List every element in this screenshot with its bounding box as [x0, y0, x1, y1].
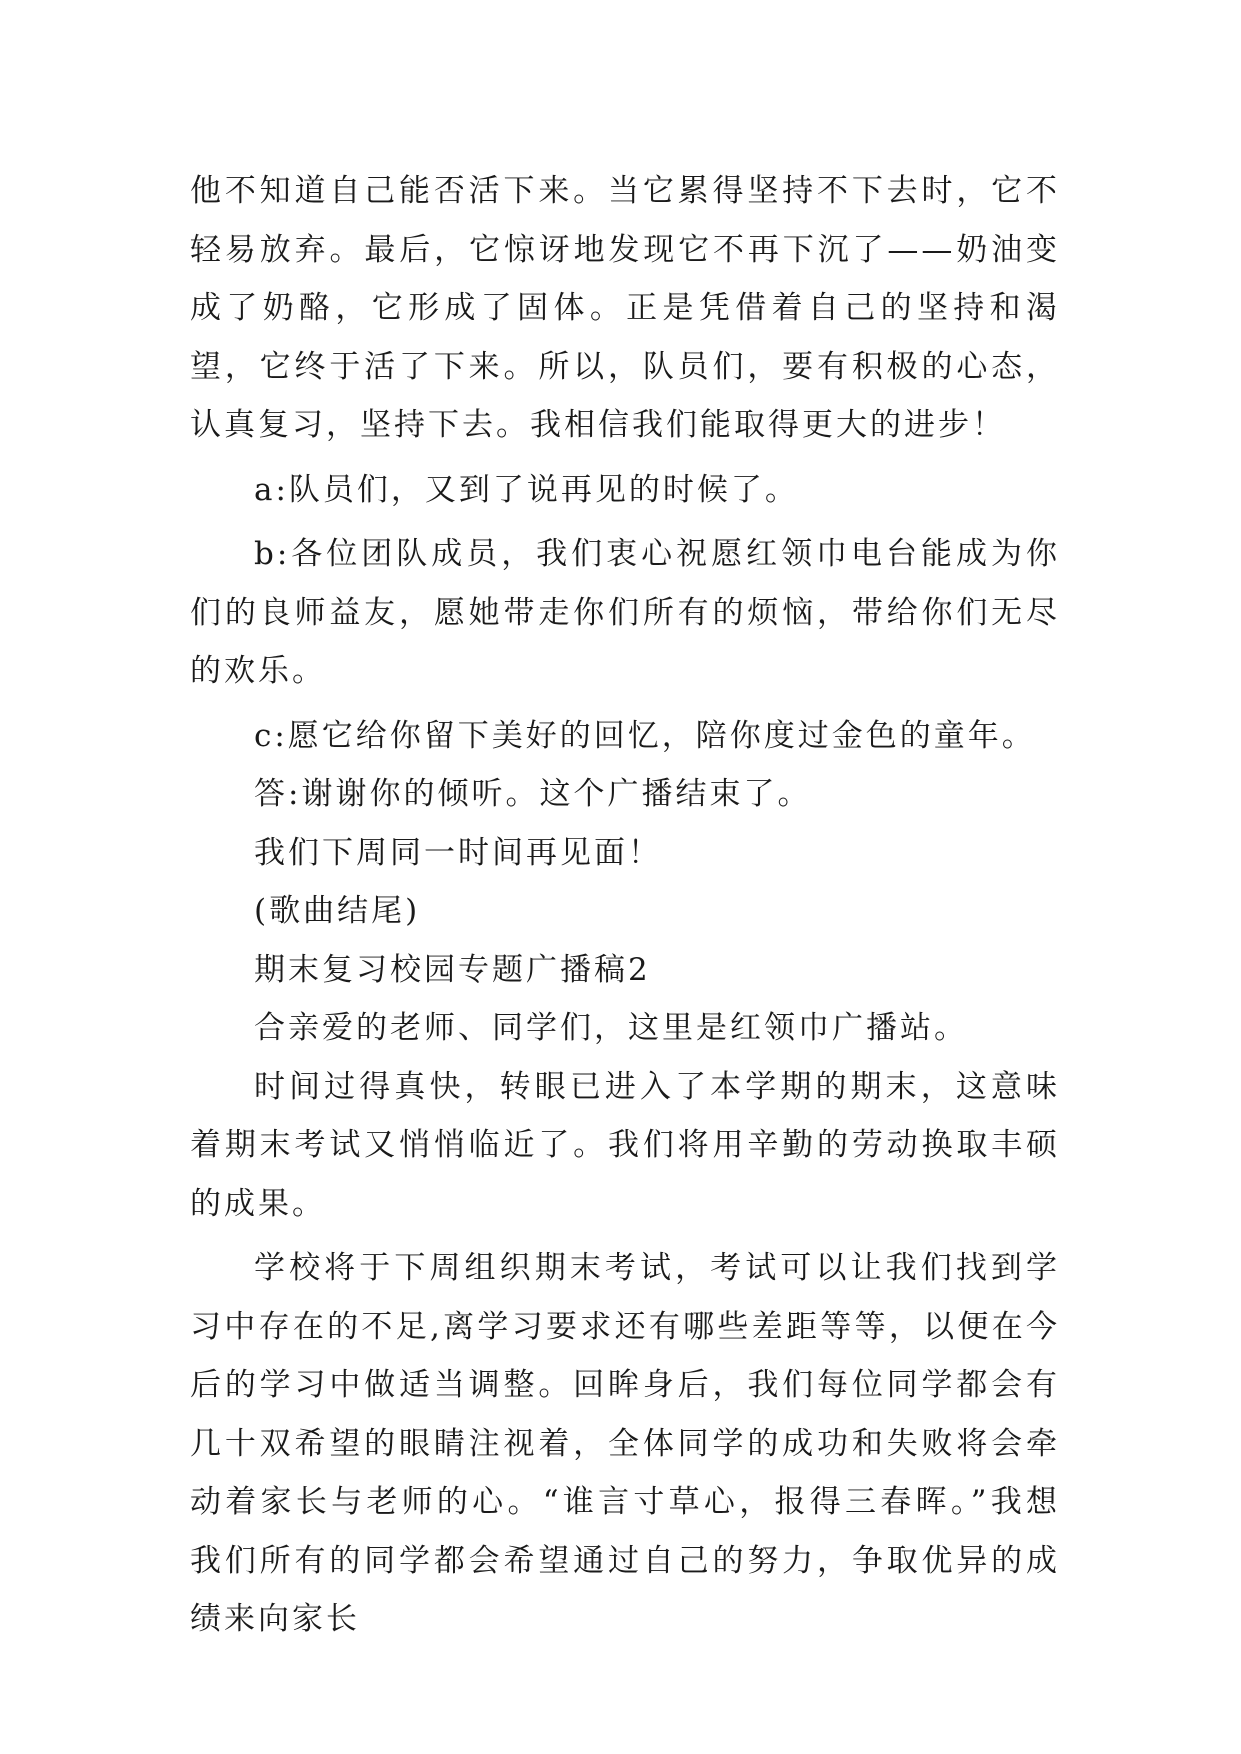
paragraph-5: 答:谢谢你的倾听。这个广播结束了。 [254, 776, 812, 812]
document-body [190, 162, 1060, 1649]
paragraph-10: 时间过得真快，转眼已进入了本学期的期末，这意味着期末考试又悄悄临近了。我们将用辛勤的劳动换取丰硕的成果。 [190, 1068, 1060, 1222]
paragraph-1: 他不知道自己能否活下来。当它累得坚持不下去时，它不轻易放弃。最后，它惊讶地发现它不再下沉了——奶油变成了奶酪，它形成了固体。正是凭借着自己的坚持和渴望，它终于活了下来。所以，队员们，要有积极的心态，认真复习，坚持下去。我相信我们能取得更大的进步！ [190, 173, 1060, 443]
section-heading: 期末复习校园专题广播稿2 [254, 951, 651, 988]
paragraph-9: 合亲爱的老师、同学们，这里是红领巾广播站。 [254, 1010, 968, 1046]
paragraph-4: c:愿它给你留下美好的回忆，陪你度过金色的童年。 [254, 717, 1036, 754]
paragraph-6: 我们下周同一时间再见面！ [254, 834, 662, 871]
paragraph-11: 学校将于下周组织期末考试，考试可以让我们找到学习中存在的不足,离学习要求还有哪些差距等等，以便在今后的学习中做适当调整。回眸身后，我们每位同学都会有几十双希望的眼睛注视着，全体同学的成功和失败将会牵动着家长与老师的心。“谁言寸草心，报得三春晖。”我想我们所有的同学都会希望通过自己的努力，争取优异的成绩来向家长 [190, 1250, 1060, 1637]
paragraph-3: b:各位团队成员，我们衷心祝愿红领巾电台能成为你们的良师益友，愿她带走你们所有的烦恼，带给你们无尽的欢乐。 [190, 536, 1060, 689]
paragraph-2: a:队员们，又到了说再见的时候了。 [254, 471, 799, 508]
paragraph-7: (歌曲结尾) [254, 893, 421, 929]
